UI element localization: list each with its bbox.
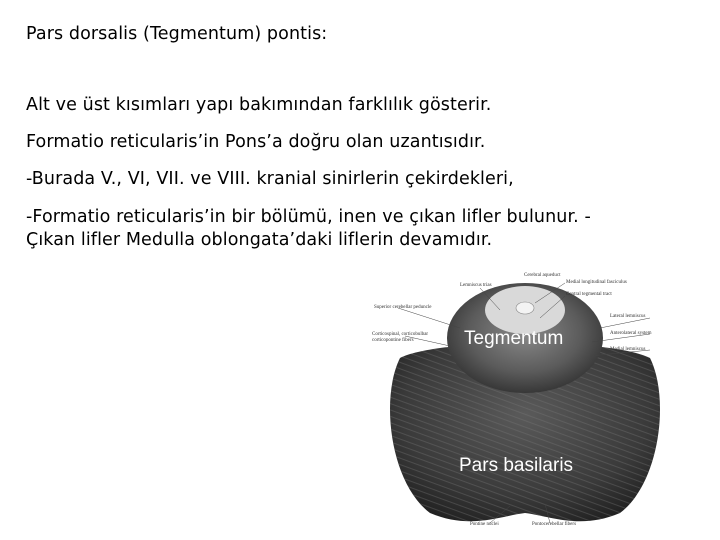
label-superior-cerebellar-peduncle: Superior cerebellar peduncle: [374, 305, 432, 310]
label-pontine-nuclei: Pontine nuclei: [470, 522, 499, 527]
label-medial-longitudinal-fasciculus: Medial longitudinal fasciculus: [566, 280, 627, 285]
text-line-5: Çıkan lifler Medulla oblongata’daki liflerin devamıdır.: [26, 230, 493, 250]
label-medial-lemniscus: Medial lemniscus: [610, 347, 646, 352]
label-anterolateral-system: Anterolateral system: [610, 331, 652, 336]
text-line-3: -Burada V., VI, VII. ve VIII. kranial sinirlerin çekirdekleri,: [26, 169, 514, 189]
text-line-1: Alt ve üst kısımları yapı bakımından farklılık gösterir.: [26, 95, 492, 115]
label-pars-basilaris: Pars basilaris: [459, 455, 574, 476]
label-tegmentum: Tegmentum: [464, 328, 564, 349]
label-pontocerebellar-fibers: Pontocerebellar fibers: [532, 522, 577, 527]
text-line-2: Formatio reticularis’in Pons’a doğru olan uzantısıdır.: [26, 132, 486, 152]
label-central-tegmental-tract: Central tegmental tract: [566, 292, 612, 297]
label-lemniscus-trias: Lemniscus trias: [460, 283, 492, 288]
text-line-4: -Formatio reticularis’in bir bölümü, inen ve çıkan lifler bulunur. -: [26, 207, 591, 227]
slide-title: Pars dorsalis (Tegmentum) pontis:: [26, 24, 328, 44]
pons-cross-section-figure: [360, 268, 690, 536]
label-lateral-lemniscus: Lateral lemniscus: [610, 314, 646, 319]
label-cerebral-aqueduct: Cerebral aqueduct: [524, 273, 561, 278]
label-corticospinal-fibers: Corticospinal, corticobulbar corticopontine fibers: [372, 332, 429, 343]
